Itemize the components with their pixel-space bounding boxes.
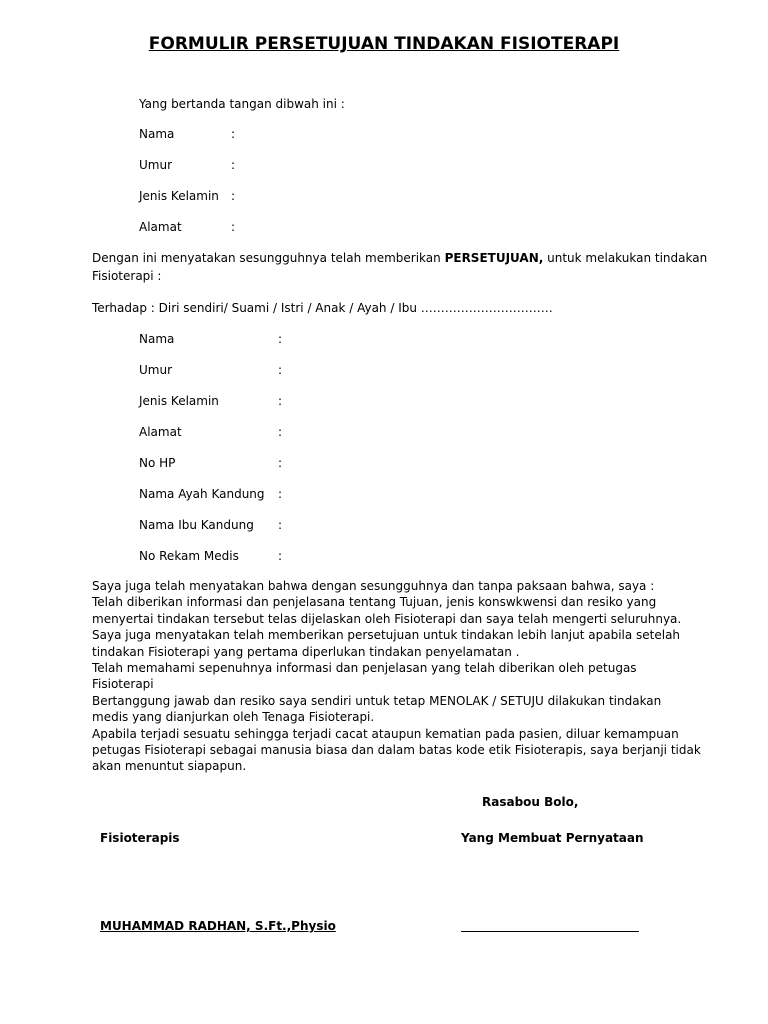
patient-phone-label: No HP (139, 456, 176, 470)
relation-line: Terhadap : Diri sendiri/ Suami / Istri / Anak / Ayah / Ibu …………………………… (92, 301, 553, 315)
statement-line-2: Fisioterapi : (92, 269, 162, 283)
patient-address-label: Alamat (139, 425, 182, 439)
right-signer-role: Yang Membuat Pernyataan (461, 831, 644, 845)
patient-gender-label: Jenis Kelamin (139, 394, 219, 408)
statement-text-post: untuk melakukan tindakan (543, 251, 708, 265)
patient-record-label: No Rekam Medis (139, 549, 239, 563)
declaration-line: akan menuntut siapapun. (92, 759, 247, 774)
patient-mother-sep: : (278, 518, 283, 532)
patient-phone-sep: : (278, 456, 283, 470)
place-text: Rasabou Bolo, (482, 795, 579, 809)
signer-address-label: Alamat (139, 220, 182, 234)
left-signer-name: MUHAMMAD RADHAN, S.Ft.,Physio (100, 919, 336, 933)
patient-father-sep: : (278, 487, 283, 501)
signer-gender-sep: : (231, 189, 236, 203)
patient-age-sep: : (278, 363, 283, 377)
signer-age-sep: : (231, 158, 236, 172)
declaration-line: medis yang dianjurkan oleh Tenaga Fisioterapi. (92, 710, 375, 725)
declaration-line: Saya juga menyatakan telah memberikan persetujuan untuk tindakan lebih lanjut apabila setelah (92, 628, 681, 643)
signer-age-label: Umur (139, 158, 173, 172)
declaration-line: Fisioterapi (92, 677, 154, 692)
patient-name-label: Nama (139, 332, 175, 346)
statement-text-pre: Dengan ini menyatakan sesungguhnya telah memberikan (92, 251, 445, 265)
signer-gender-label: Jenis Kelamin (139, 189, 219, 203)
patient-address-sep: : (278, 425, 283, 439)
signer-name-sep: : (231, 127, 236, 141)
declaration-line: Apabila terjadi sesuatu sehingga terjadi cacat ataupun kematian pada pasien, diluar kemampuan (92, 726, 679, 741)
form-title: FORMULIR PERSETUJUAN TINDAKAN FISIOTERAPI (148, 34, 620, 54)
declaration-line: menyertai tindakan tersebut telas dijelaskan oleh Fisioterapi dan saya telah mengerti seluruhnya. (92, 611, 682, 626)
statement-approval-word: PERSETUJUAN, (444, 251, 544, 265)
statement-line-1 (92, 250, 707, 266)
signature-line (461, 931, 639, 932)
signer-address-sep: : (231, 220, 236, 234)
left-signer-role: Fisioterapis (100, 831, 180, 845)
declaration-line: tindakan Fisioterapi yang pertama diperlukan tindakan penyelamatan . (92, 644, 520, 659)
patient-age-label: Umur (139, 363, 173, 377)
patient-gender-sep: : (278, 394, 283, 408)
intro-text: Yang bertanda tangan dibwah ini : (139, 97, 345, 111)
signer-name-label: Nama (139, 127, 175, 141)
declaration-line: Saya juga telah menyatakan bahwa dengan sesungguhnya dan tanpa paksaan bahwa, saya : (92, 579, 655, 593)
patient-mother-label: Nama Ibu Kandung (139, 518, 254, 532)
declaration-line: Telah diberikan informasi dan penjelasana tentang Tujuan, jenis konswkwensi dan resiko yang (92, 595, 657, 610)
declaration-line: petugas Fisioterapi sebagai manusia biasa dan dalam batas kode etik Fisioterapis, saya berjanji tidak (92, 743, 701, 758)
declaration-line: Bertanggung jawab dan resiko saya sendiri untuk tetap MENOLAK / SETUJU dilakukan tindakan (92, 693, 662, 708)
patient-name-sep: : (278, 332, 283, 346)
patient-record-sep: : (278, 549, 283, 563)
patient-father-label: Nama Ayah Kandung (139, 487, 265, 501)
declaration-line: Telah memahami sepenuhnya informasi dan penjelasan yang telah diberikan oleh petugas (92, 661, 637, 676)
declaration-paragraph (92, 578, 701, 775)
